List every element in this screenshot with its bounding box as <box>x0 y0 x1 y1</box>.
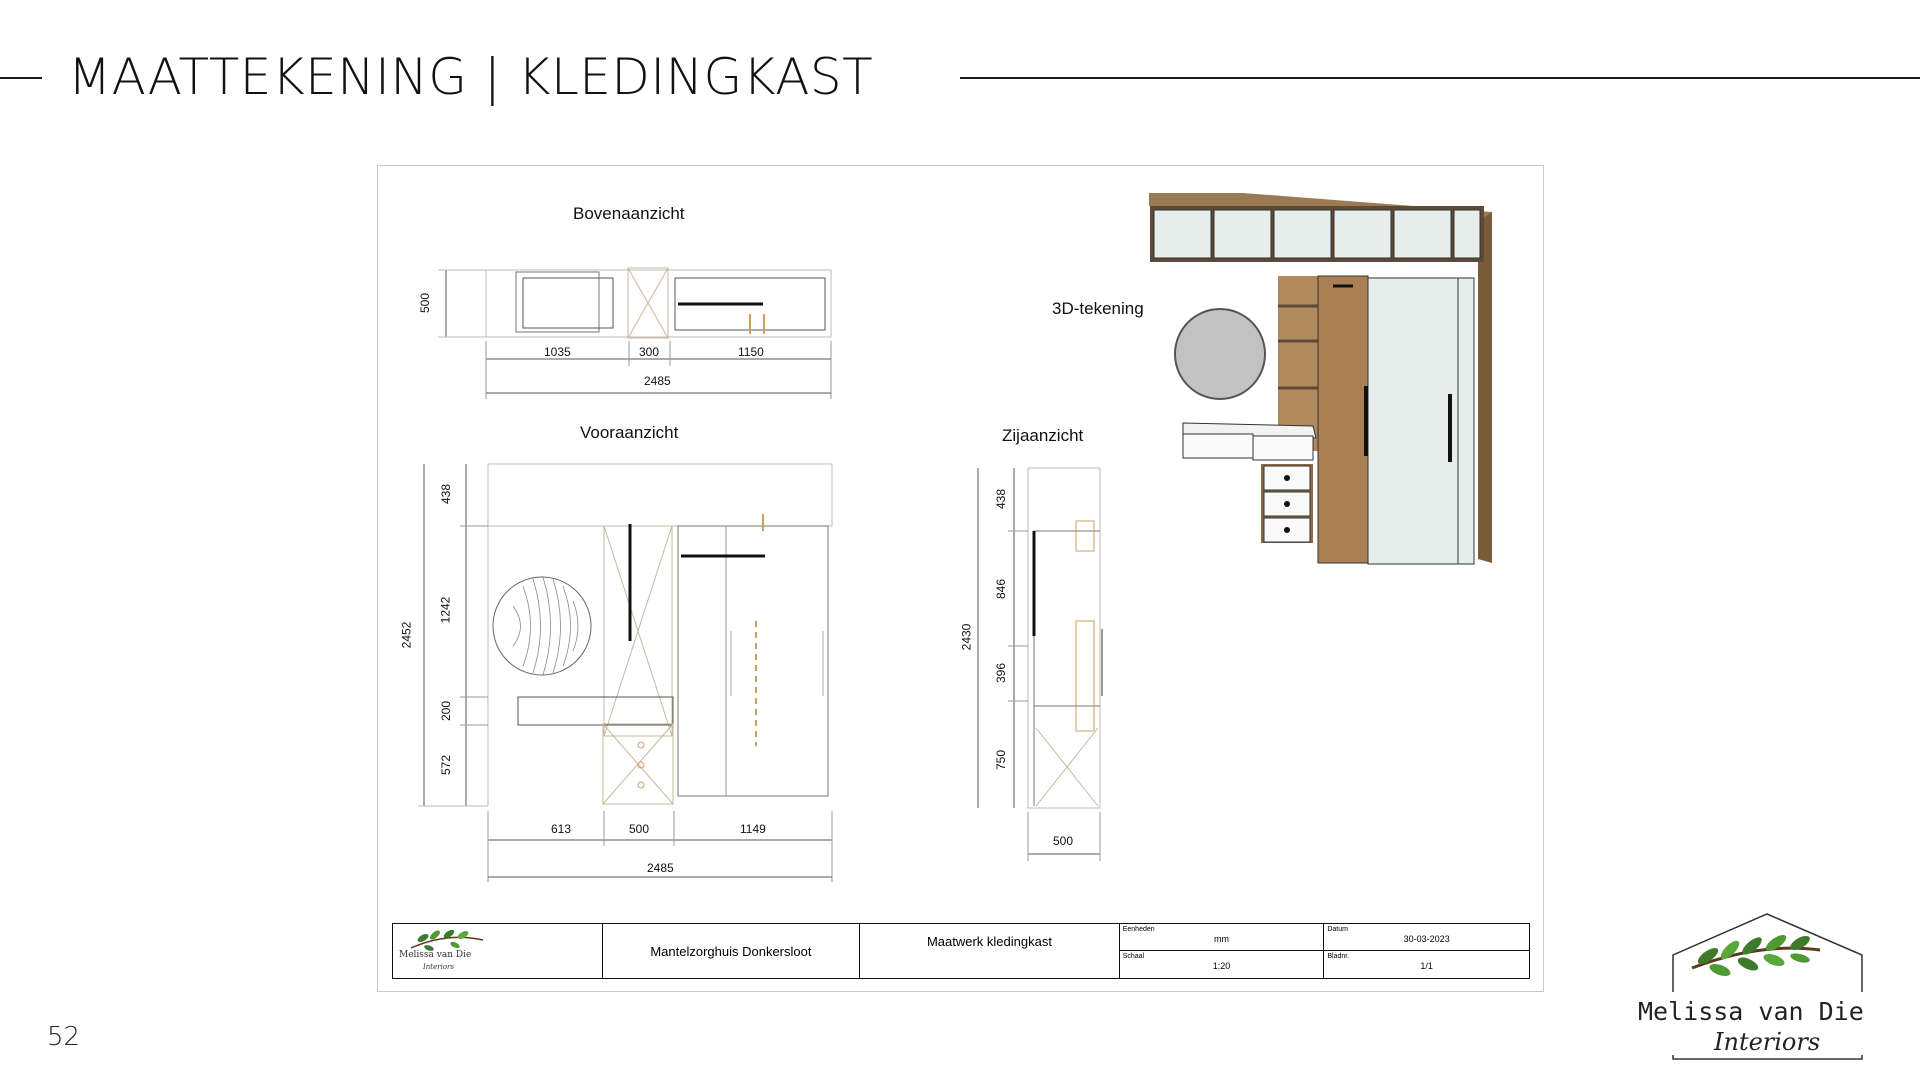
title-block-meta-right <box>1324 924 1529 978</box>
front-width-dim-2: 500 <box>629 822 650 836</box>
front-height-dim-3: 200 <box>439 700 454 722</box>
brand-name: Melissa van Die <box>1638 997 1864 1026</box>
front-view-label: Vooraanzicht <box>580 423 679 442</box>
front-width-dim-3: 1149 <box>740 822 766 836</box>
page-title: MAATTEKENING | KLEDINGKAST <box>68 48 874 106</box>
side-height-dim-4: 750 <box>994 749 1009 771</box>
front-total-width-dim: 2485 <box>647 861 674 875</box>
side-height-dim-1: 438 <box>994 488 1009 510</box>
side-total-height-dim: 2430 <box>959 623 974 651</box>
date-key: Datum <box>1327 926 1348 933</box>
side-view-label: Zijaanzicht <box>1002 426 1084 445</box>
title-block-project: Mantelzorghuis Donkersloot <box>603 924 861 978</box>
scale-key: Schaal <box>1122 953 1145 960</box>
title-block-description: Maatwerk kledingkast <box>860 924 1120 978</box>
front-height-dim-4: 572 <box>439 754 454 776</box>
title-block-meta-left <box>1120 924 1325 978</box>
title-block-logo-sub: Interiors <box>423 963 454 971</box>
side-height-dim-2: 846 <box>994 578 1009 600</box>
side-depth-dim: 500 <box>1053 834 1074 848</box>
view-3d-label: 3D-tekening <box>1052 299 1144 318</box>
scale-value: 1:20 <box>1212 961 1231 971</box>
technical-drawing <box>378 166 1545 993</box>
title-block <box>392 923 1530 979</box>
front-total-height-dim: 2452 <box>399 621 414 649</box>
front-height-dim-2: 1242 <box>438 596 453 624</box>
top-width-dim-left: 1035 <box>544 345 571 359</box>
top-depth-dim: 500 <box>418 292 433 314</box>
sheet-key: Bladnr. <box>1327 953 1350 960</box>
front-width-dim-1: 613 <box>551 822 572 836</box>
title-rule-left <box>0 77 42 79</box>
title-block-logo <box>393 924 603 978</box>
front-height-dim-1: 438 <box>439 483 454 505</box>
title-rule-right <box>960 77 1920 79</box>
drawing-sheet <box>377 165 1544 992</box>
units-value: mm <box>1214 934 1230 944</box>
top-width-dim-right: 1150 <box>738 345 764 359</box>
top-total-width-dim: 2485 <box>644 374 671 388</box>
page-number: 52 <box>47 1022 81 1052</box>
sheet-value: 1/1 <box>1420 961 1433 971</box>
date-value: 30-03-2023 <box>1403 934 1450 944</box>
brand-sub: Interiors <box>1714 1028 1821 1056</box>
top-width-dim-mid: 300 <box>639 345 660 359</box>
title-block-logo-name: Melissa van Die <box>399 950 472 960</box>
top-view-label: Bovenaanzicht <box>573 204 685 223</box>
brand-logo <box>1630 910 1920 1080</box>
side-height-dim-3: 396 <box>994 662 1009 684</box>
units-key: Eenheden <box>1122 926 1155 933</box>
wardrobe-3d-render <box>1149 193 1492 564</box>
